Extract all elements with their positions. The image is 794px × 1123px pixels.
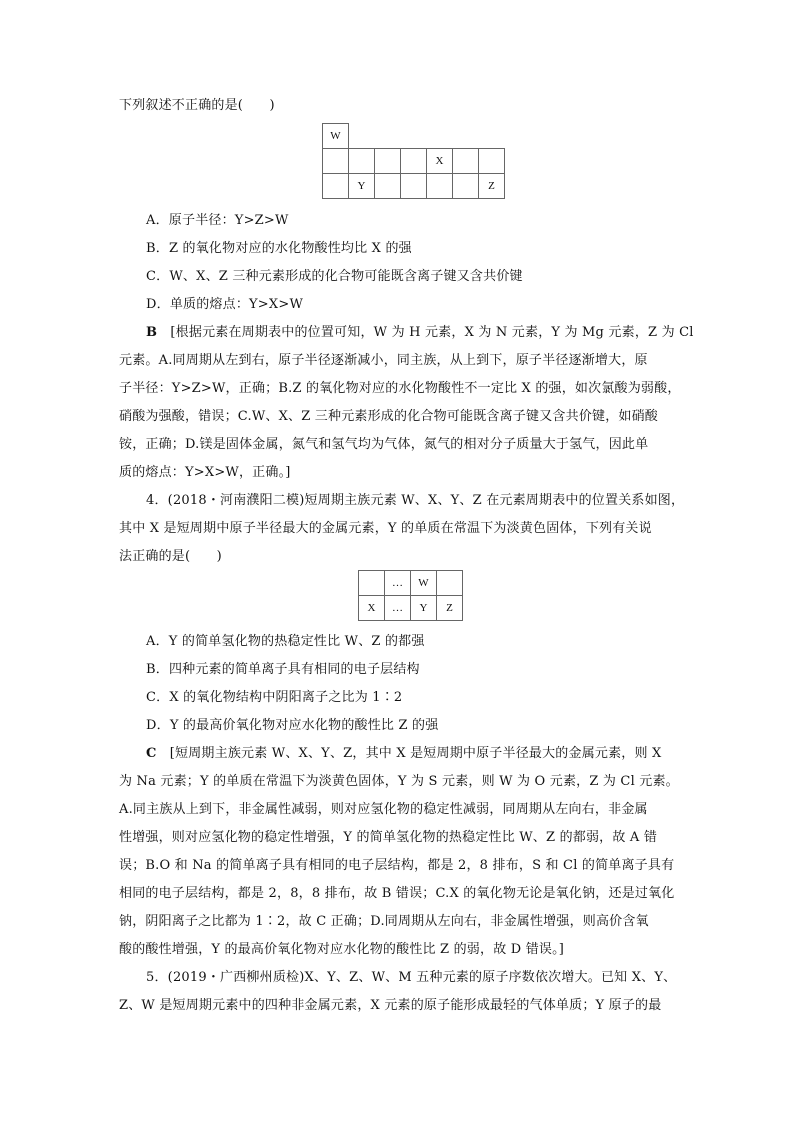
q4-option-b: B．四种元素的简单离子具有相同的电子层结构 <box>146 662 420 677</box>
table-cell: Y <box>349 174 375 199</box>
q3-periodic-table <box>322 123 505 199</box>
q3-option-c: C．W、X、Z 三种元素形成的化合物可能既含离子键又含共价键 <box>146 269 523 284</box>
q5-stem-line-1: 5．(2019・广西柳州质检)X、Y、Z、W、M 五种元素的原子序数依次增大。已知 X、Y、 <box>146 970 677 985</box>
table-cell: X <box>359 596 385 621</box>
table-row <box>323 124 505 149</box>
table-cell <box>375 149 401 174</box>
table-cell <box>375 174 401 199</box>
q4-option-a: A．Y 的简单氢化物的热稳定性比 W、Z 的都强 <box>146 634 425 649</box>
table-cell <box>427 174 453 199</box>
q3-explanation-line-6: 质的熔点：Y>X>W，正确。] <box>119 465 291 480</box>
q4-stem-line-3: 法正确的是( ) <box>119 549 222 564</box>
table-row <box>359 596 463 621</box>
q4-explanation-line-5: 误；B.O 和 Na 的简单离子具有相同的电子层结构，都是 2，8 排布，S 和 Cl 的简单离子具有 <box>119 858 675 873</box>
q4-explanation-line-8: 酸的酸性增强，Y 的最高价氧化物对应水化物的酸性比 Z 的弱，故 D 错误。] <box>119 942 565 957</box>
table-cell <box>479 149 505 174</box>
q5-stem-line-2: Z、W 是短周期元素中的四种非金属元素，X 元素的原子能形成最轻的气体单质；Y 原子的最 <box>119 998 662 1013</box>
table-cell: Y <box>411 596 437 621</box>
q4-explanation-line-1: C [短周期主族元素 W、X、Y、Z，其中 X 是短周期中原子半径最大的金属元素，则 X <box>146 746 662 761</box>
q4-stem-line-1: 4．(2018・河南濮阳二模)短周期主族元素 W、X、Y、Z 在元素周期表中的位置关系如图， <box>146 493 685 508</box>
table-cell <box>401 174 427 199</box>
table-cell <box>437 571 463 596</box>
q4-explanation-line-6: 相同的电子层结构，都是 2，8，8 排布，故 B 错误；C.X 的氧化物无论是氧化钠，还是过氧化 <box>119 886 675 901</box>
q3-option-a: A．原子半径：Y>Z>W <box>146 213 289 228</box>
table-cell: … <box>385 596 411 621</box>
table-cell <box>359 571 385 596</box>
table-cell <box>401 149 427 174</box>
q3-option-d: D．单质的熔点：Y>X>W <box>146 297 304 312</box>
table-row <box>323 149 505 174</box>
q3-explanation-line-5: 铵，正确；D.镁是固体金属，氮气和氢气均为气体，氮气的相对分子质量大于氢气，因此单 <box>119 437 649 452</box>
q3-explanation-line-1: B [根据元素在周期表中的位置可知，W 为 H 元素，X 为 N 元素，Y 为 Mg 元素，Z 为 Cl <box>146 325 694 340</box>
table-row <box>359 571 463 596</box>
table-cell <box>349 149 375 174</box>
table-cell <box>323 149 349 174</box>
table-cell: Z <box>437 596 463 621</box>
table-cell <box>453 149 479 174</box>
q4-explanation-line-2: 为 Na 元素；Y 的单质在常温下为淡黄色固体，Y 为 S 元素，则 W 为 O 元素，Z 为 Cl 元素。 <box>119 774 679 789</box>
q3-stem: 下列叙述不正确的是( ) <box>119 98 275 113</box>
q4-explanation-line-7: 钠，阴阳离子之比都为 1∶2，故 C 正确；D.同周期从左向右，非金属性增强，则高价含氧 <box>119 914 649 929</box>
table-cell: W <box>411 571 437 596</box>
table-cell: Z <box>479 174 505 199</box>
q3-explanation-line-2: 元素。A.同周期从左到右，原子半径逐渐减小，同主族，从上到下，原子半径逐渐增大，原 <box>119 353 648 368</box>
q4-stem-line-2: 其中 X 是短周期中原子半径最大的金属元素，Y 的单质在常温下为淡黄色固体，下列有关说 <box>119 521 652 536</box>
q3-explanation-line-4: 硝酸为强酸，错误；C.W、X、Z 三种元素形成的化合物可能既含离子键又含共价键，如硝酸 <box>119 409 658 424</box>
table-cell <box>453 174 479 199</box>
table-cell: X <box>427 149 453 174</box>
table-cell: W <box>323 124 349 149</box>
q3-explanation-line-3: 子半径：Y>Z>W，正确；B.Z 的氧化物对应的水化物酸性不一定比 X 的强，如次氯酸为弱酸， <box>119 381 681 396</box>
table-cell: … <box>385 571 411 596</box>
q4-option-c: C．X 的氧化物结构中阴阳离子之比为 1∶2 <box>146 690 403 705</box>
q3-option-b: B．Z 的氧化物对应的水化物酸性均比 X 的强 <box>146 241 412 256</box>
q4-explanation-line-4: 性增强，则对应氢化物的稳定性增强，Y 的简单氢化物的热稳定性比 W、Z 的都弱，故 A 错 <box>119 830 658 845</box>
q4-explanation-line-3: A.同主族从上到下，非金属性减弱，则对应氢化物的稳定性减弱，同周期从左向右，非金属 <box>119 802 648 817</box>
q4-answer: C <box>146 746 157 761</box>
q4-option-d: D．Y 的最高价氧化物对应水化物的酸性比 Z 的强 <box>146 718 439 733</box>
q4-periodic-table <box>358 570 463 621</box>
table-row <box>323 174 505 199</box>
table-cell <box>323 174 349 199</box>
q3-answer: B <box>146 325 158 340</box>
